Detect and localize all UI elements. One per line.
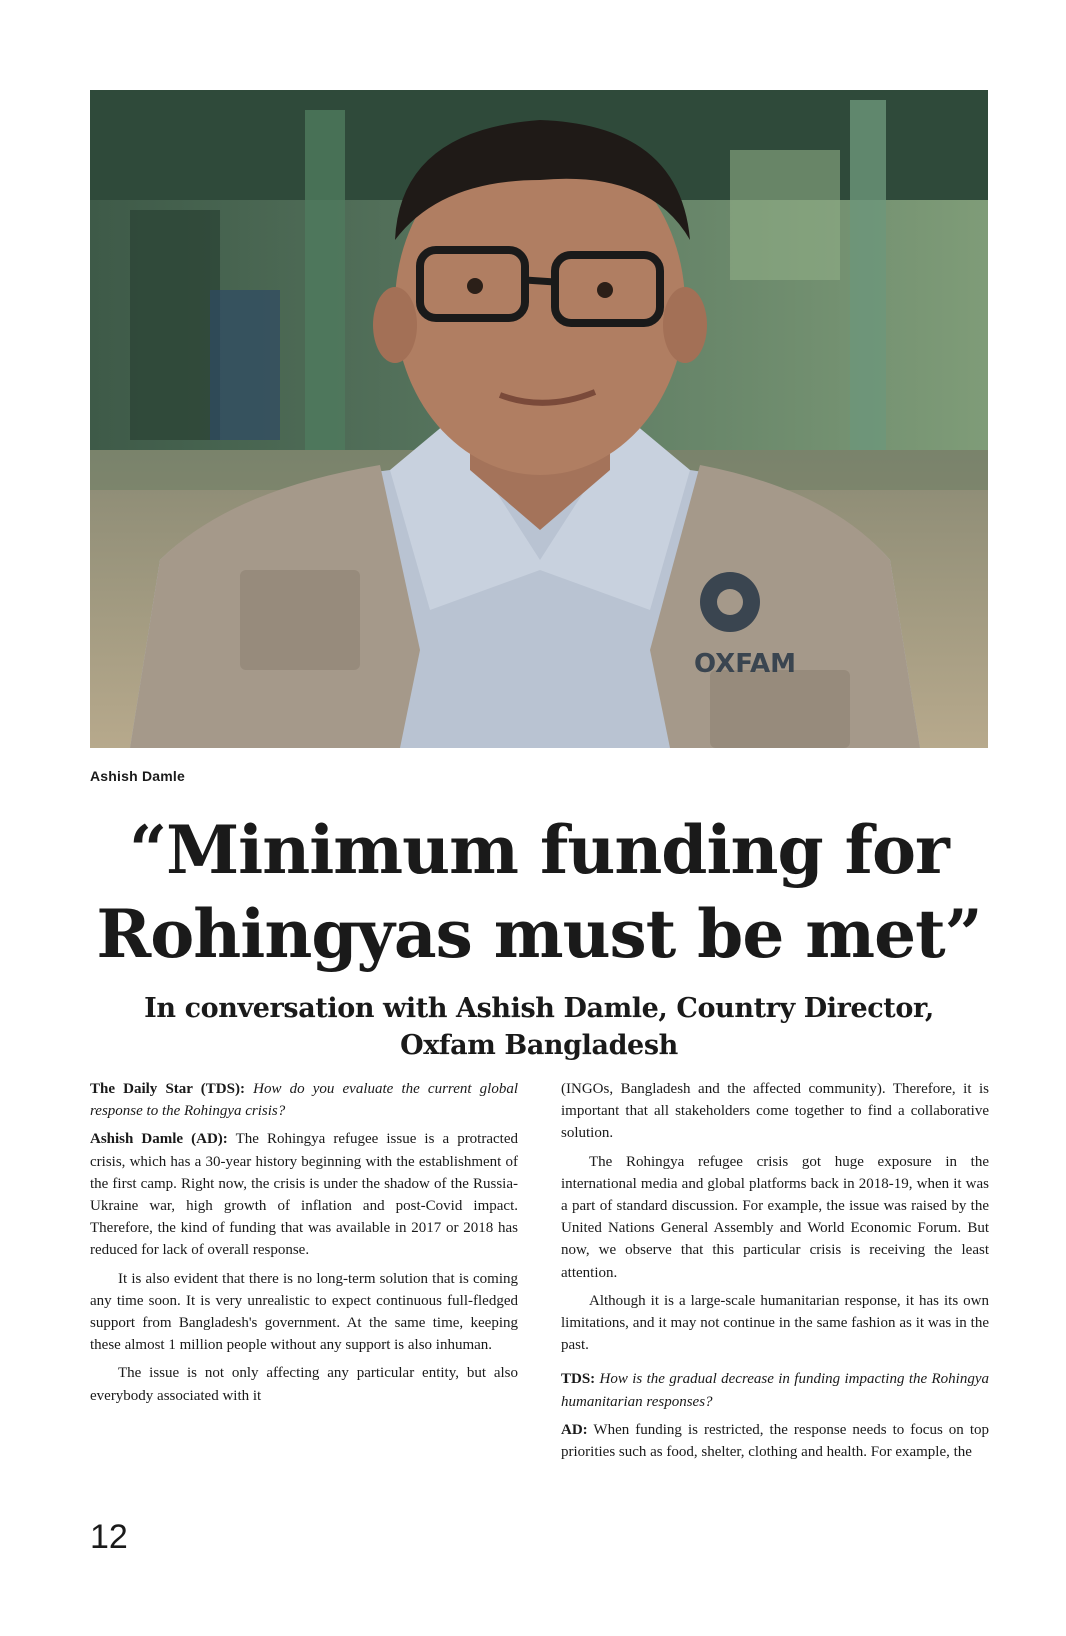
question-1 [90, 1078, 518, 1122]
answer-2 [561, 1419, 989, 1463]
oxfam-logo-text: OXFAM [694, 649, 796, 679]
photo-caption: Ashish Damle [90, 768, 185, 784]
subheadline [70, 990, 1008, 1064]
question-2-speaker: TDS: [561, 1371, 596, 1388]
article-column-left [90, 1078, 518, 1407]
question-2 [561, 1368, 989, 1412]
answer-1-speaker: Ashish Damle (AD): [90, 1131, 228, 1148]
subheadline-line-2: Oxfam Bangladesh [400, 1030, 678, 1061]
page-number: 12 [90, 1518, 128, 1556]
subheadline-line-1: In conversation with Ashish Damle, Country Director, [144, 993, 934, 1024]
article-column-right [561, 1078, 989, 1463]
paragraph: Although it is a large-scale humanitarian response, it has its own limitations, and it may not continue in the same fashion as it was in the past. [561, 1292, 989, 1354]
paragraph: It is also evident that there is no long-term solution that is coming any time soon. It is very unrealistic to expect continuous full-fledged support from Bangladesh's government. At the same time, keeping these almost 1 million people without any support is also inhuman. [90, 1270, 518, 1354]
question-2-text: How is the gradual decrease in funding impacting the Rohingya humanitarian responses? [561, 1371, 989, 1410]
answer-2-speaker: AD: [561, 1421, 588, 1438]
headline-line-1: “Minimum funding for [129, 811, 949, 889]
portrait-photo [90, 90, 988, 748]
paragraph: The issue is not only affecting any particular entity, but also everybody associated with it [90, 1365, 518, 1404]
headline [60, 808, 1018, 976]
answer-1-text: The Rohingya refugee issue is a protracted crisis, which has a 30-year history beginning with the establishment of the first camp. Right now, the crisis is under the shadow of the Russia-Ukraine war, high growth of inflation and post-Covid impact. Therefore, the kind of funding that was available in 2017 or 2018 has reduced for lack of overall response. [90, 1131, 518, 1259]
headline-line-2: Rohingyas must be met” [96, 895, 982, 973]
answer-2-text: When funding is restricted, the response needs to focus on top priorities such as food, shelter, clothing and health. For example, the [561, 1421, 989, 1461]
question-1-text: How do you evaluate the current global response to the Rohingya crisis? [90, 1081, 519, 1120]
paragraph: The Rohingya refugee crisis got huge exposure in the international media and global platforms back in 2018-19, when it was a part of standard discussion. For example, the issue was raised by the United Nations General Assembly and World Economic Forum. But now, we observe that this particular crisis is receiving the least attention. [561, 1153, 989, 1281]
answer-1 [90, 1128, 518, 1261]
paragraph: (INGOs, Bangladesh and the affected community). Therefore, it is important that all stakeholders come together to find a collaborative solution. [561, 1081, 989, 1142]
question-1-speaker: The Daily Star (TDS): [90, 1081, 245, 1097]
portrait-illustration [90, 90, 988, 748]
